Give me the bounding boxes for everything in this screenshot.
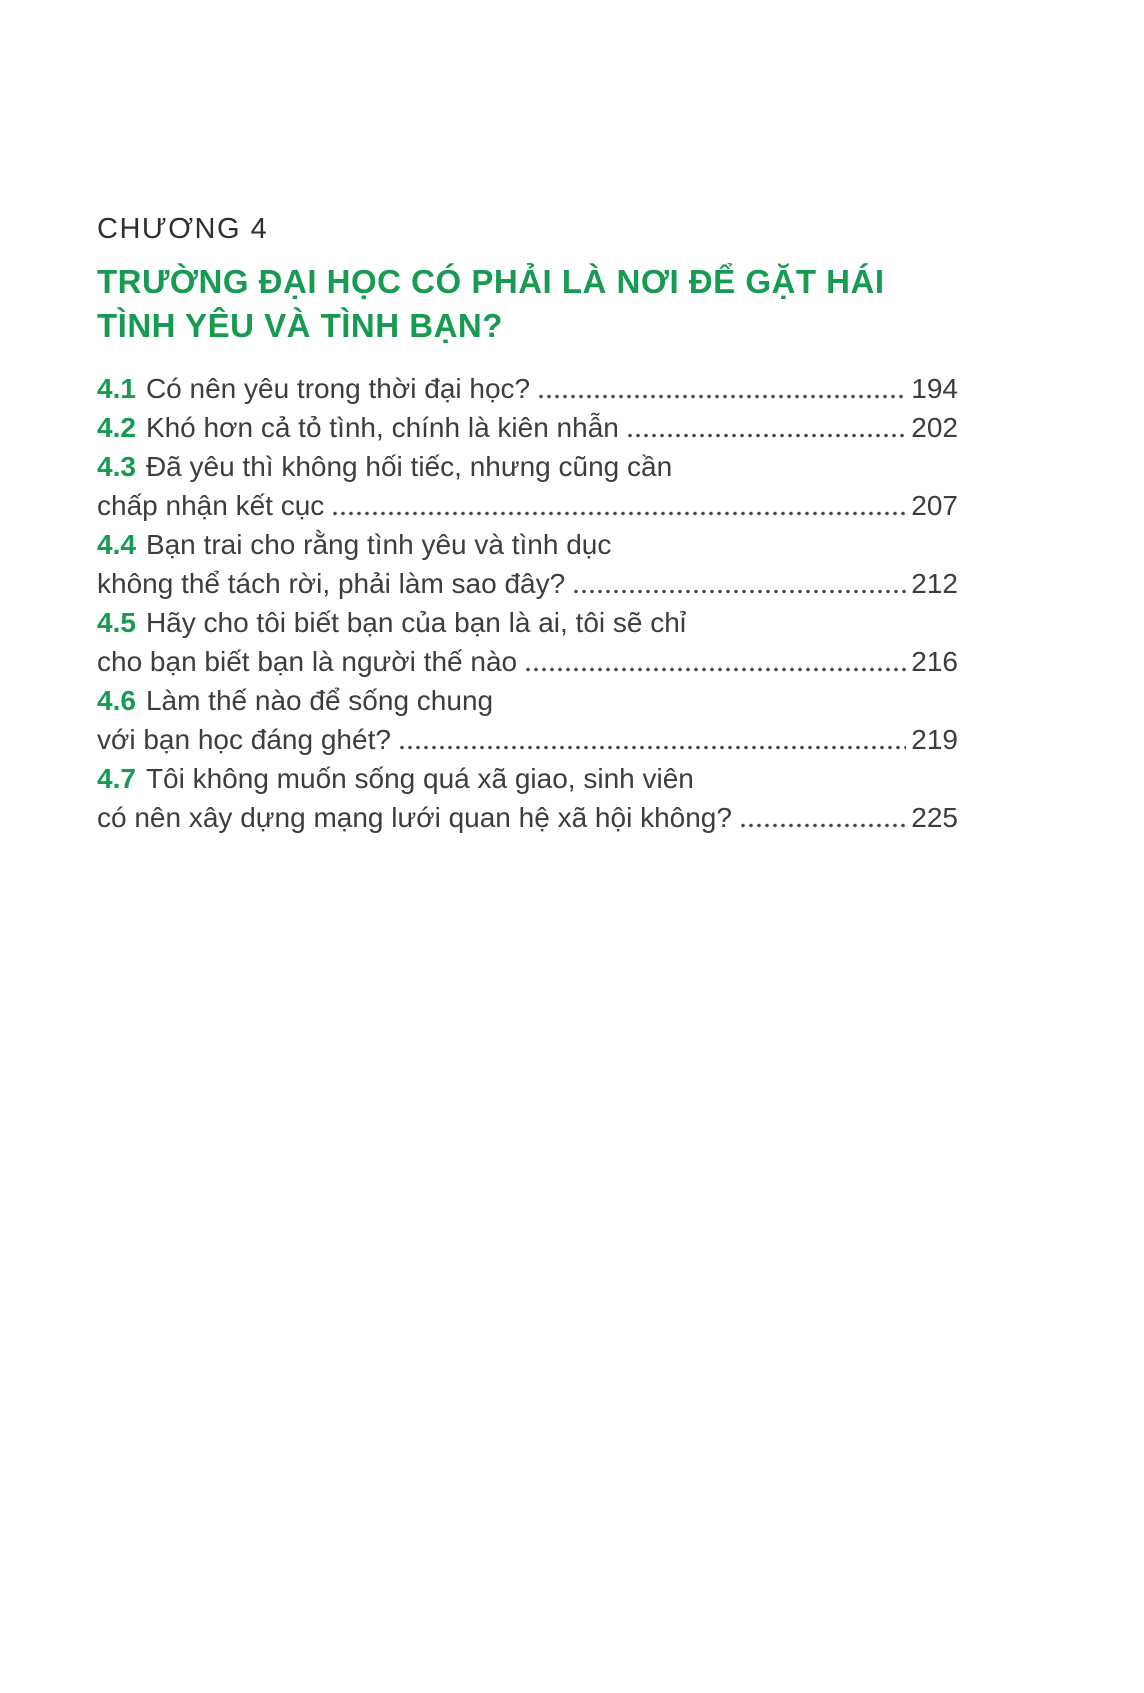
toc-page-number: 216 <box>911 646 958 677</box>
toc-entry-title-continuation: không thể tách rời, phải làm sao đây? <box>97 568 566 599</box>
toc-entry-4-1[interactable] <box>97 369 958 408</box>
toc-entry-4-3[interactable] <box>97 447 958 525</box>
toc-entry-title-continuation: cho bạn biết bạn là người thế nào <box>97 646 518 677</box>
toc-page-number: 212 <box>911 568 958 599</box>
toc-entry-line[interactable] <box>97 603 958 642</box>
toc-entry-4-5[interactable] <box>97 603 958 681</box>
toc-entry-title: Làm thế nào để sống chung <box>145 685 494 716</box>
toc-entry-title: Hãy cho tôi biết bạn của bạn là ai, tôi sẽ chỉ <box>145 607 687 638</box>
dotted-leader <box>524 667 906 672</box>
chapter-title <box>97 260 958 348</box>
toc-entry-line[interactable] <box>97 369 958 408</box>
toc-content <box>97 212 958 837</box>
toc-entry-4-2[interactable] <box>97 408 958 447</box>
chapter-title-line-1: TRƯỜNG ĐẠI HỌC CÓ PHẢI LÀ NƠI ĐỂ GẶT HÁI <box>97 263 885 300</box>
toc-entry-number: 4.4 <box>97 529 136 560</box>
toc-entry-title-continuation: chấp nhận kết cục <box>97 490 325 521</box>
toc-page-number: 202 <box>911 412 958 443</box>
toc-entry-title: Có nên yêu trong thời đại học? <box>145 373 531 404</box>
dotted-leader <box>331 511 906 516</box>
toc-entry-title: Đã yêu thì không hối tiếc, nhưng cũng cần <box>145 451 673 482</box>
toc-entry-4-4[interactable] <box>97 525 958 603</box>
toc-entry-number: 4.1 <box>97 373 136 404</box>
toc-entry-title-continuation: có nên xây dựng mạng lưới quan hệ xã hội không? <box>97 802 732 833</box>
toc-entry-line[interactable] <box>97 408 958 447</box>
toc-entry-number: 4.7 <box>97 763 136 794</box>
toc-entry-number: 4.3 <box>97 451 136 482</box>
toc-entry-line-continuation[interactable] <box>97 486 958 525</box>
dotted-leader <box>398 745 906 750</box>
dotted-leader <box>739 823 906 828</box>
toc-page-number: 207 <box>911 490 958 521</box>
toc-entry-line[interactable] <box>97 447 958 486</box>
toc-entry-title: Bạn trai cho rằng tình yêu và tình dục <box>145 529 612 560</box>
toc-entry-4-6[interactable] <box>97 681 958 759</box>
toc-entry-line[interactable] <box>97 681 958 720</box>
chapter-label: CHƯƠNG 4 <box>97 213 269 245</box>
toc-entry-line[interactable] <box>97 525 958 564</box>
toc-page-number: 194 <box>911 373 958 404</box>
toc-entry-line-continuation[interactable] <box>97 642 958 681</box>
dotted-leader <box>626 433 906 438</box>
toc-entry-line[interactable] <box>97 759 958 798</box>
toc-entry-line-continuation[interactable] <box>97 798 958 837</box>
dotted-leader <box>537 394 906 399</box>
toc-entry-line-continuation[interactable] <box>97 720 958 759</box>
toc-entry-4-7[interactable] <box>97 759 958 837</box>
toc-entry-title-continuation: với bạn học đáng ghét? <box>97 724 391 755</box>
toc-entry-number: 4.5 <box>97 607 136 638</box>
toc-entry-number: 4.2 <box>97 412 136 443</box>
toc-page-number: 225 <box>911 802 958 833</box>
toc-page-number: 219 <box>911 724 958 755</box>
table-of-contents <box>97 369 958 837</box>
toc-entry-line-continuation[interactable] <box>97 564 958 603</box>
dotted-leader <box>572 589 906 594</box>
toc-entry-number: 4.6 <box>97 685 136 716</box>
toc-entry-title: Tôi không muốn sống quá xã giao, sinh viên <box>145 763 694 794</box>
toc-entry-title: Khó hơn cả tỏ tình, chính là kiên nhẫn <box>145 412 619 443</box>
chapter-title-line-2: TÌNH YÊU VÀ TÌNH BẠN? <box>97 307 503 344</box>
